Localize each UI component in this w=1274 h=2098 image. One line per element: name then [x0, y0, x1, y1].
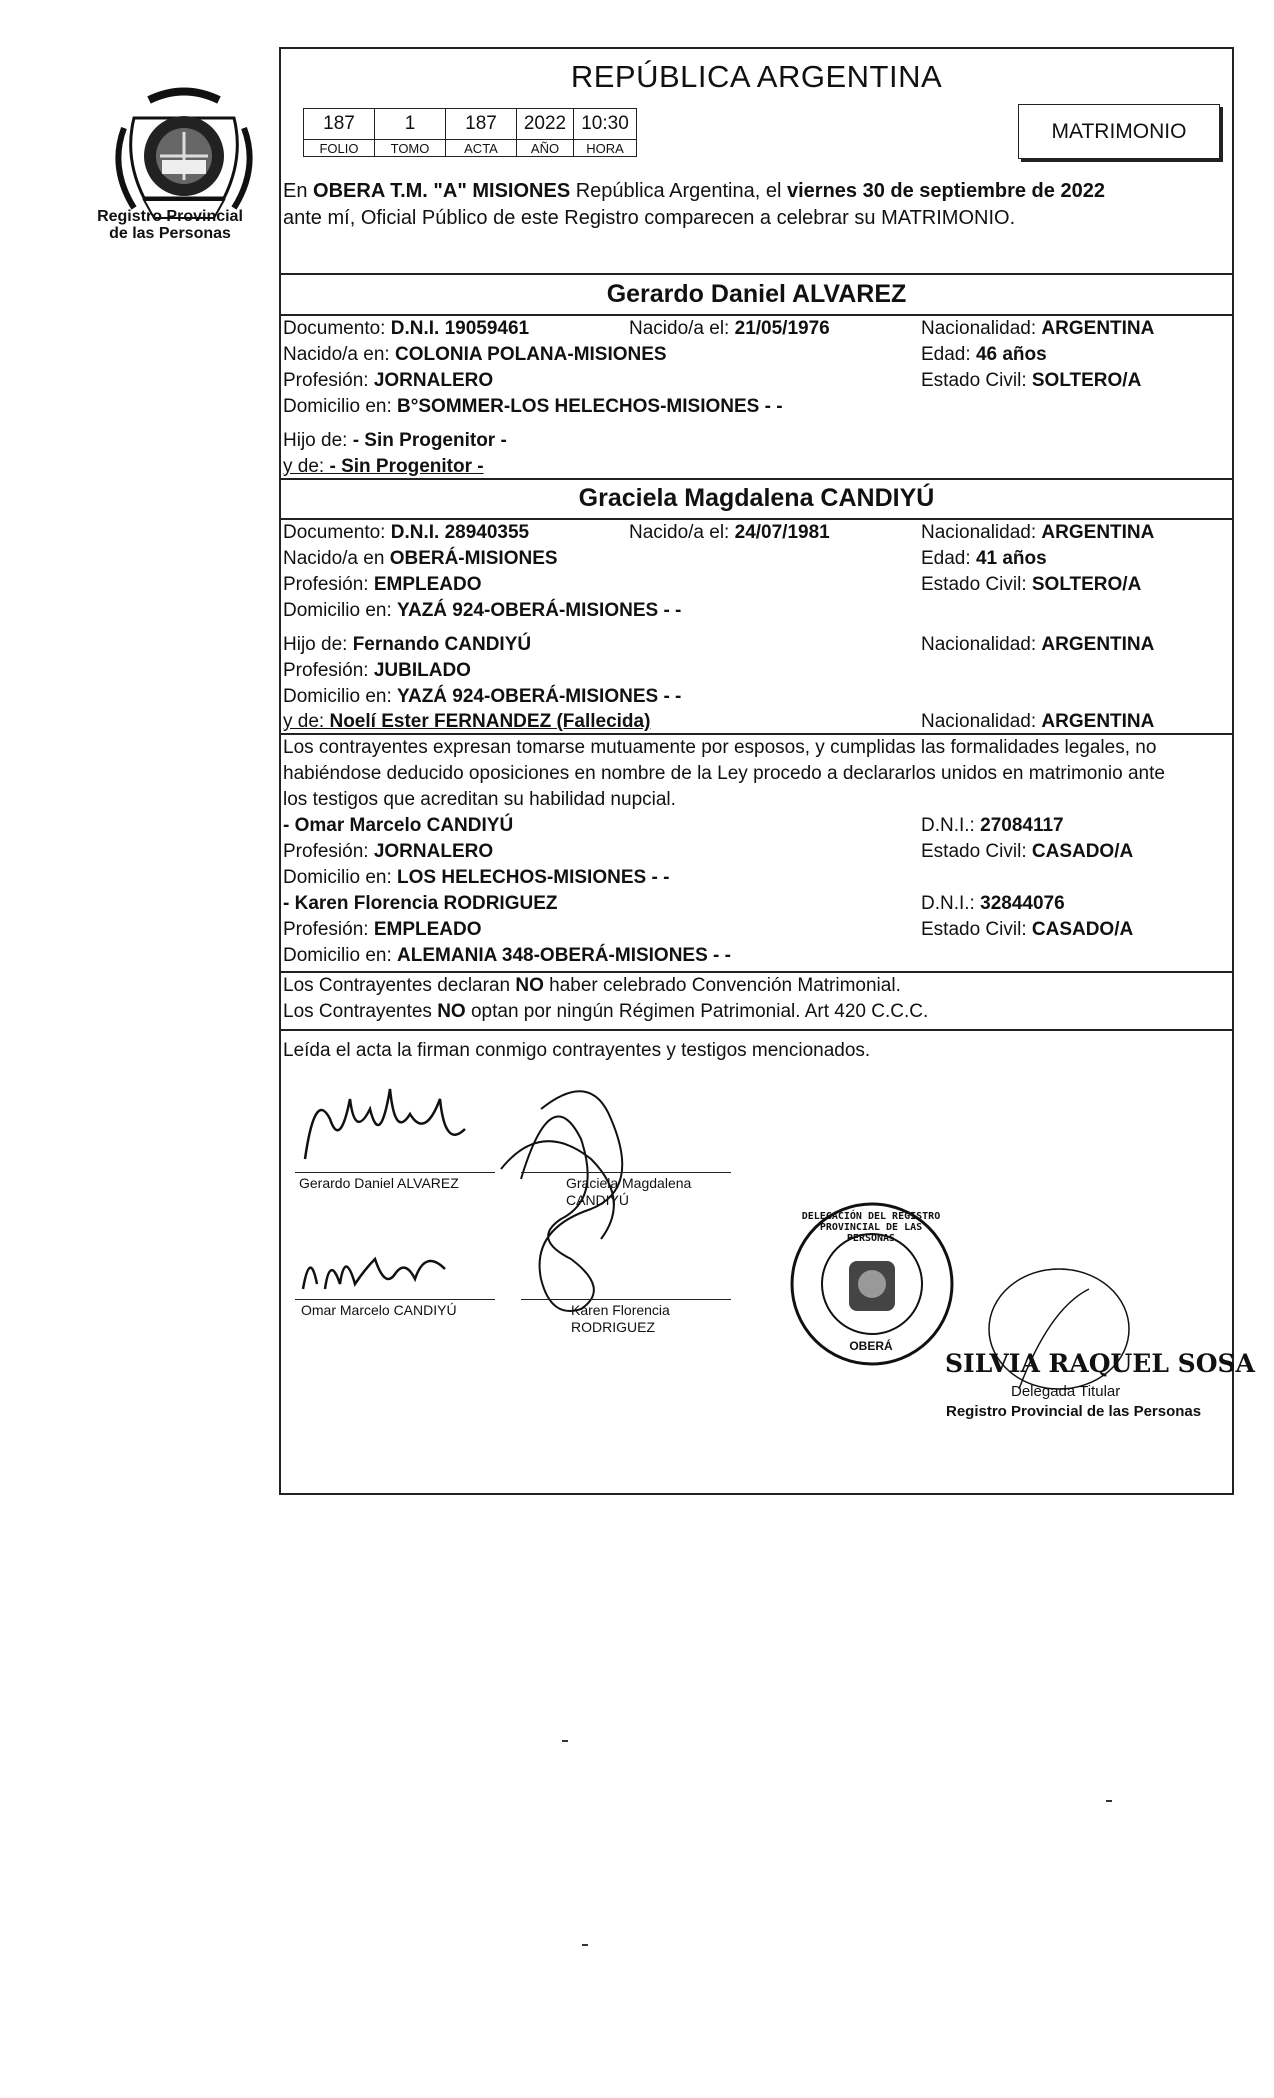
party1-civil-status: Estado Civil: SOLTERO/A [921, 370, 1142, 391]
witness1-name: - Omar Marcelo CANDIYÚ [283, 815, 514, 836]
stamp-bottom-text: OBERÁ [849, 1339, 893, 1353]
party2-birthplace: Nacido/a en OBERÁ-MISIONES [283, 548, 558, 569]
official-name: SILVIA RAQUEL SOSA [945, 1349, 1255, 1378]
registry-table [303, 108, 637, 157]
party2-birthdate: Nacido/a el: 24/07/1981 [629, 522, 830, 543]
party2-domicile: Domicilio en: YAZÁ 924-OBERÁ-MISIONES - - [283, 600, 682, 621]
tomo-value: 1 [375, 109, 446, 140]
party1-name: Gerardo Daniel ALVAREZ [606, 280, 907, 308]
official-title: Delegada Titular [1011, 1383, 1121, 1400]
declaration-line-2: habiéndose deducido oposiciones en nombre de la Ley procedo a declararlos unidos en matrimonio ante [283, 763, 1165, 784]
acta-label: ACTA [446, 140, 517, 157]
hour-value: 10:30 [574, 109, 637, 140]
hour-label: HORA [574, 140, 637, 157]
witness2-profession: Profesión: EMPLEADO [283, 919, 482, 940]
witness2-domicile: Domicilio en: ALEMANIA 348-OBERÁ-MISIONES - - [283, 945, 731, 966]
witness1-civil-status: Estado Civil: CASADO/A [921, 841, 1134, 862]
logo-caption: Registro Provincial de las Personas [97, 208, 243, 242]
signature-2-caption: Graciela Magdalena CANDIYÚ [566, 1175, 692, 1208]
intro-line-1: En OBERA T.M. "A" MISIONES República Argentina, el viernes 30 de septiembre de 2022 [283, 180, 1105, 202]
declaration-line-1: Los contrayentes expresan tomarse mutuamente por esposos, y cumplidas las formalidades legales, no [283, 737, 1157, 758]
scan-speck [1106, 1800, 1112, 1802]
folio-label: FOLIO [304, 140, 375, 157]
witness1-dni: D.N.I.: 27084117 [921, 815, 1064, 836]
party2-father-nationality: Nacionalidad: ARGENTINA [921, 634, 1155, 655]
party2-father: Hijo de: Fernando CANDIYÚ [283, 634, 532, 655]
party2-profession: Profesión: EMPLEADO [283, 574, 482, 595]
witness1-profession: Profesión: JORNALERO [283, 841, 494, 862]
logo-emblem-text: PROVINCIA DEMISIONES [130, 24, 143, 25]
party2-father-profession: Profesión: JUBILADO [283, 660, 471, 681]
signature-1-caption: Gerardo Daniel ALVAREZ [299, 1175, 459, 1191]
party1-father: Hijo de: - Sin Progenitor - [283, 430, 507, 451]
declaration-line-3: los testigos que acreditan su habilidad nupcial. [283, 789, 676, 810]
party2-document: Documento: D.N.I. 28940355 [283, 522, 530, 543]
signature-4-caption: Karen Florencia RODRIGUEZ [571, 1302, 670, 1335]
party1-domicile: Domicilio en: B°SOMMER-LOS HELECHOS-MISIONES - - [283, 396, 783, 417]
party1-document: Documento: D.N.I. 19059461 [283, 318, 530, 339]
intro-line-2: ante mí, Oficial Público de este Registro comparecen a celebrar su MATRIMONIO. [283, 207, 1016, 229]
registry-labels [304, 140, 637, 157]
party2-name: Graciela Magdalena CANDIYÚ [578, 484, 935, 512]
tomo-label: TOMO [375, 140, 446, 157]
signature-3-caption: Omar Marcelo CANDIYÚ [301, 1302, 457, 1318]
marriage-act-frame [279, 47, 1255, 1495]
convention-line-2: Los Contrayentes NO optan por ningún Régimen Patrimonial. Art 420 C.C.C. [283, 1001, 929, 1022]
registry-values [304, 109, 637, 140]
scan-speck [582, 1944, 588, 1946]
act-type-box: MATRIMONIO [1018, 104, 1220, 159]
signature-1-scribble [295, 1079, 495, 1169]
year-label: AÑO [517, 140, 574, 157]
witness2-civil-status: Estado Civil: CASADO/A [921, 919, 1134, 940]
signature-intro: Leída el acta la firman conmigo contrayentes y testigos mencionados. [283, 1040, 871, 1061]
party2-nationality: Nacionalidad: ARGENTINA [921, 522, 1155, 543]
party2-age: Edad: 41 años [921, 548, 1047, 569]
party2-father-domicile: Domicilio en: YAZÁ 924-OBERÁ-MISIONES - - [283, 686, 682, 707]
document-title: REPÚBLICA ARGENTINA [570, 59, 943, 94]
signature-3-scribble [295, 1229, 465, 1299]
acta-value: 187 [446, 109, 517, 140]
witness1-domicile: Domicilio en: LOS HELECHOS-MISIONES - - [283, 867, 670, 888]
folio-value: 187 [304, 109, 375, 140]
party1-profession: Profesión: JORNALERO [283, 370, 494, 391]
party1-nationality: Nacionalidad: ARGENTINA [921, 318, 1155, 339]
year-value: 2022 [517, 109, 574, 140]
party2-mother: y de: Noelí Ester FERNANDEZ (Fallecida) [283, 711, 651, 732]
witness2-name: - Karen Florencia RODRIGUEZ [283, 893, 558, 914]
party1-birthplace: Nacido/a en: COLONIA POLANA-MISIONES [283, 344, 667, 365]
stamp-ring-text: DELEGACIÓN DEL REGISTRO PROVINCIAL DE LAS PERSONAS [801, 1211, 941, 1244]
party1-mother: y de: - Sin Progenitor - [283, 456, 484, 477]
party1-age: Edad: 46 años [921, 344, 1047, 365]
party2-civil-status: Estado Civil: SOLTERO/A [921, 574, 1142, 595]
scan-speck [562, 1740, 568, 1742]
party1-birthdate: Nacido/a el: 21/05/1976 [629, 318, 830, 339]
convention-line-1: Los Contrayentes declaran NO haber celebrado Convención Matrimonial. [283, 975, 901, 996]
party2-mother-nationality: Nacionalidad: ARGENTINA [921, 711, 1155, 732]
witness2-dni: D.N.I.: 32844076 [921, 893, 1065, 914]
official-org: Registro Provincial de las Personas [946, 1403, 1202, 1420]
